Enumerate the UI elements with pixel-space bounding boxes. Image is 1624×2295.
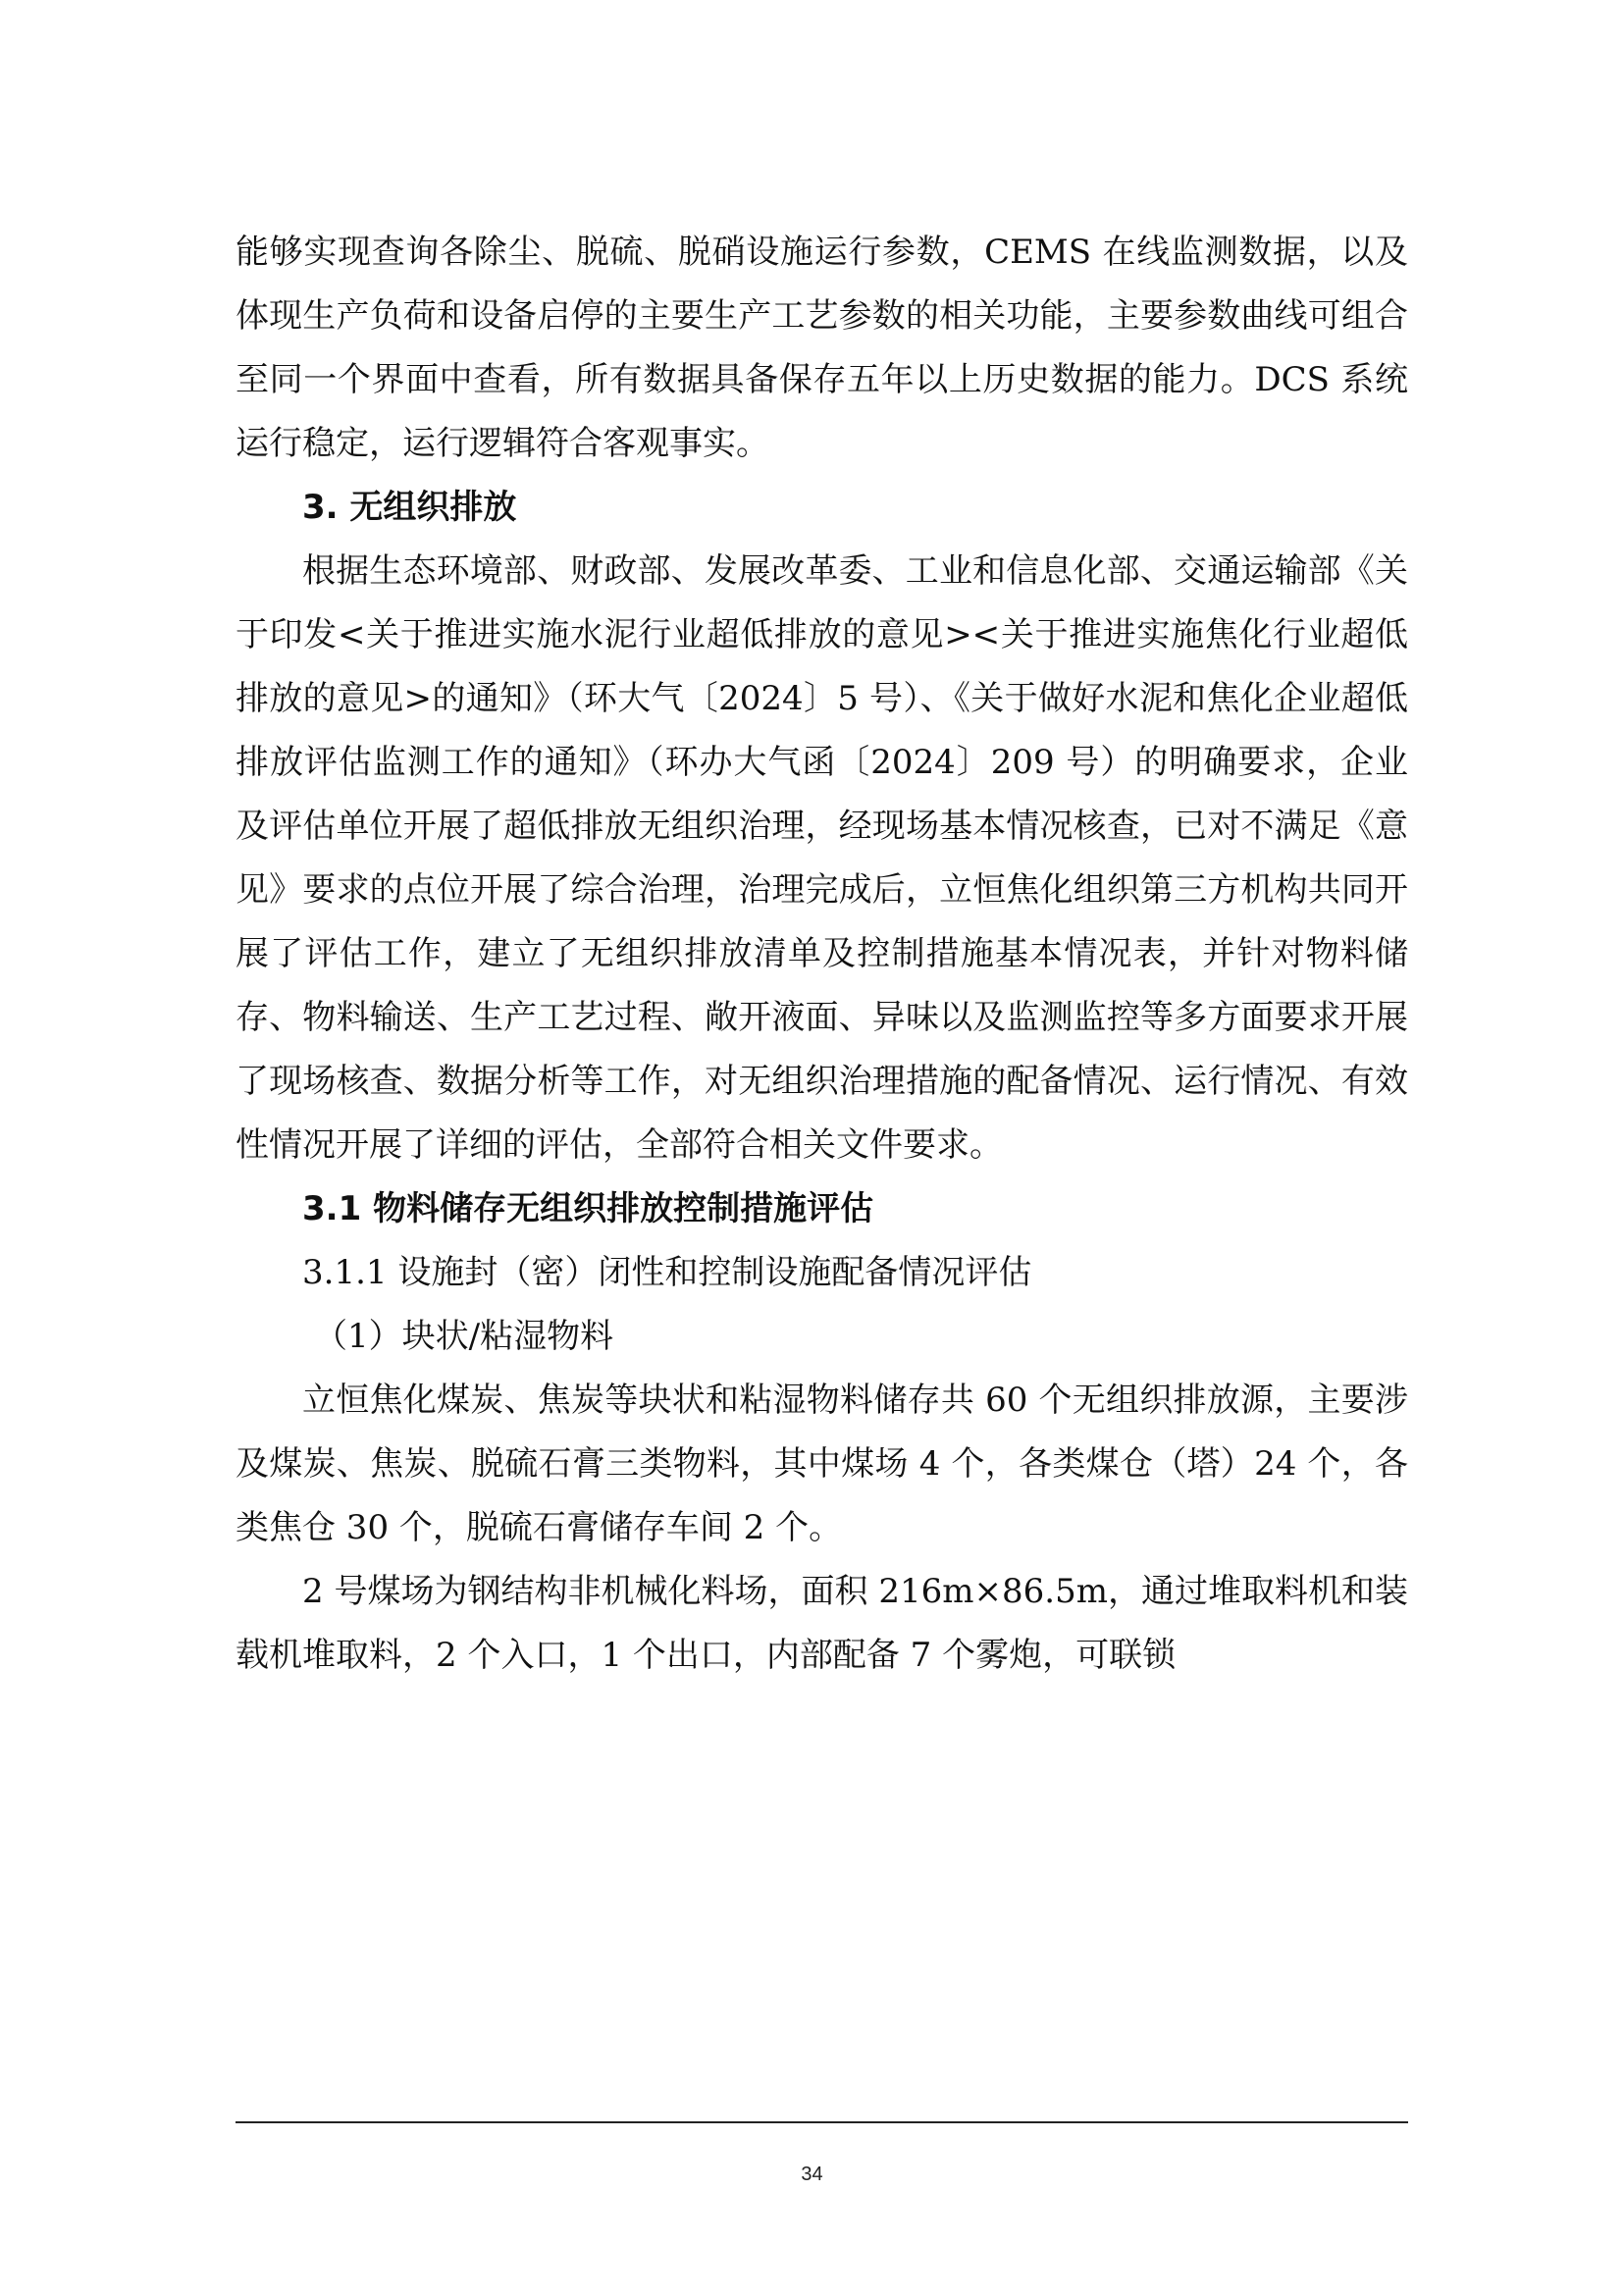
- item-heading-block-materials: （1）块状/粘湿物料: [314, 1317, 614, 1356]
- paragraph-material-storage: 立恒焦化煤炭、焦炭等块状和粘湿物料储存共 60 个无组织排放源，主要涉及煤炭、焦炭、脱硫石膏三类物料，其中煤场 4 个，各类煤仓（塔）24 个，各类焦仓 30 个，脱硫石膏储存车间 2 个。: [236, 1381, 1408, 1547]
- subsection-heading-3-1-1: 3.1.1 设施封（密）闭性和控制设施配备情况评估: [302, 1253, 1032, 1292]
- paragraph-fugitive-emissions: 根据生态环境部、财政部、发展改革委、工业和信息化部、交通运输部《关于印发<关于推进实施水泥行业超低排放的意见><关于推进实施焦化行业超低排放的意见>的通知》（环大气〔2024〕5 号）、《关于做好水泥和焦化企业超低排放评估监测工作的通知》（环办大气函〔2024〕209 号）的明确要求，企业及评估单位开展了超低排放无组织治理，经现场基本情况核查，已对不满足《意见》要求的点位开展了综合治理，治理完成后，立恒焦化组织第三方机构共同开展了评估工作，建立了无组织排放清单及控制措施基本情况表，并针对物料储存、物料输送、生产工艺过程、敞开液面、异味以及监测监控等多方面要求开展了现场核查、数据分析等工作，对无组织治理措施的配备情况、运行情况、有效性情况开展了详细的评估，全部符合相关文件要求。: [236, 551, 1408, 1165]
- document-body: [236, 221, 1408, 1688]
- footer-divider: [236, 2121, 1408, 2123]
- section-heading-3-1: 3.1 物料储存无组织排放控制措施评估: [302, 1189, 874, 1228]
- section-heading-3: 3. 无组织排放: [302, 488, 517, 527]
- paragraph-dcs-continuation: 能够实现查询各除尘、脱硫、脱硝设施运行参数，CEMS 在线监测数据，以及体现生产负荷和设备启停的主要生产工艺参数的相关功能，主要参数曲线可组合至同一个界面中查看，所有数据具备保存五年以上历史数据的能力。DCS 系统运行稳定，运行逻辑符合客观事实。: [236, 233, 1408, 463]
- paragraph-coal-yard-2: 2 号煤场为钢结构非机械化料场，面积 216m×86.5m，通过堆取料机和装载机堆取料，2 个入口，1 个出口，内部配备 7 个雾炮，可联锁: [236, 1572, 1408, 1675]
- page-number: 34: [801, 2164, 823, 2185]
